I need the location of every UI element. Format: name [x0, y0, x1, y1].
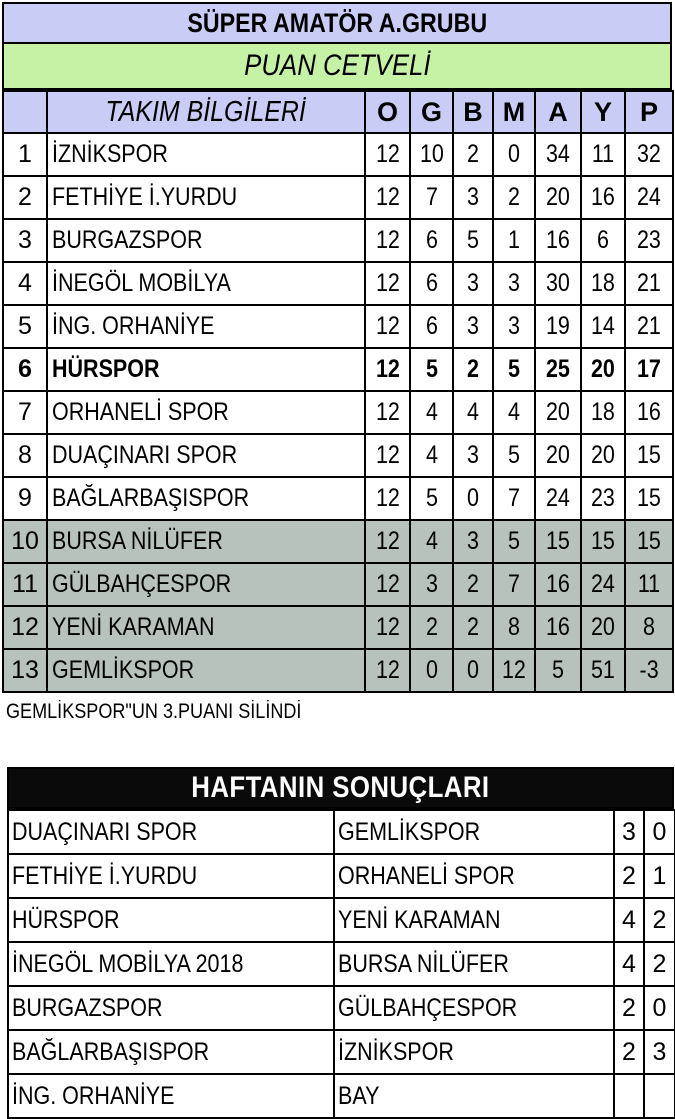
- standings-row: [3, 520, 673, 563]
- result-row: [8, 1074, 675, 1118]
- header-p: P: [625, 91, 673, 133]
- stat-m-cell: 7: [493, 563, 535, 606]
- stat-p-cell: 17: [625, 348, 673, 391]
- result-row: [8, 942, 675, 986]
- stat-p-cell: 8: [625, 606, 673, 649]
- header-rank: [3, 91, 47, 133]
- home-score-cell: 4: [614, 942, 644, 986]
- team-cell: FETHİYE İ.YURDU: [47, 176, 365, 219]
- standings-row: [3, 649, 673, 692]
- stat-a-cell: 16: [535, 563, 581, 606]
- rank-cell: 11: [3, 563, 47, 606]
- rank-cell: 2: [3, 176, 47, 219]
- stat-a-cell: 20: [535, 176, 581, 219]
- stat-b-cell: 2: [453, 606, 493, 649]
- standings-row: [3, 477, 673, 520]
- stat-o-cell: 12: [365, 348, 410, 391]
- header-team: TAKIM BİLGİLERİ: [47, 91, 365, 133]
- stat-b-cell: 4: [453, 391, 493, 434]
- stat-b-cell: 3: [453, 262, 493, 305]
- team-cell: HÜRSPOR: [47, 348, 365, 391]
- stat-p-cell: 32: [625, 133, 673, 176]
- standings-row: [3, 176, 673, 219]
- away-team-cell: İZNİKSPOR: [334, 1030, 614, 1074]
- home-team-cell: BURGAZSPOR: [8, 986, 334, 1030]
- stat-g-cell: 4: [410, 434, 453, 477]
- away-score-cell: 3: [644, 1030, 675, 1074]
- stat-y-cell: 14: [581, 305, 625, 348]
- stat-a-cell: 20: [535, 434, 581, 477]
- stat-p-cell: 11: [625, 563, 673, 606]
- standings-row: [3, 606, 673, 649]
- results-title: HAFTANIN SONUÇLARI: [7, 767, 674, 809]
- stat-o-cell: 12: [365, 219, 410, 262]
- stat-m-cell: 0: [493, 133, 535, 176]
- home-score-cell: 2: [614, 1030, 644, 1074]
- stat-a-cell: 34: [535, 133, 581, 176]
- stat-a-cell: 30: [535, 262, 581, 305]
- stat-o-cell: 12: [365, 391, 410, 434]
- result-row: [8, 810, 675, 854]
- stat-y-cell: 18: [581, 391, 625, 434]
- results-section: [7, 767, 674, 1119]
- rank-cell: 3: [3, 219, 47, 262]
- standings-section: [2, 2, 672, 693]
- rank-cell: 1: [3, 133, 47, 176]
- away-score-cell: 2: [644, 942, 675, 986]
- stat-y-cell: 23: [581, 477, 625, 520]
- team-cell: GÜLBAHÇESPOR: [47, 563, 365, 606]
- stat-p-cell: 15: [625, 477, 673, 520]
- rank-cell: 5: [3, 305, 47, 348]
- stat-a-cell: 15: [535, 520, 581, 563]
- stat-b-cell: 2: [453, 348, 493, 391]
- away-team-cell: BAY: [334, 1074, 614, 1118]
- stat-a-cell: 24: [535, 477, 581, 520]
- home-score-cell: [614, 1074, 644, 1118]
- stat-g-cell: 7: [410, 176, 453, 219]
- stat-b-cell: 3: [453, 434, 493, 477]
- stat-b-cell: 0: [453, 649, 493, 692]
- rank-cell: 13: [3, 649, 47, 692]
- stat-m-cell: 3: [493, 305, 535, 348]
- result-row: [8, 1030, 675, 1074]
- header-a: A: [535, 91, 581, 133]
- standings-row: [3, 434, 673, 477]
- stat-b-cell: 3: [453, 176, 493, 219]
- standings-row: [3, 563, 673, 606]
- stat-y-cell: 18: [581, 262, 625, 305]
- stat-g-cell: 6: [410, 262, 453, 305]
- away-team-cell: BURSA NİLÜFER: [334, 942, 614, 986]
- stat-p-cell: 15: [625, 434, 673, 477]
- stat-o-cell: 12: [365, 133, 410, 176]
- home-team-cell: BAĞLARBAŞISPOR: [8, 1030, 334, 1074]
- stat-b-cell: 0: [453, 477, 493, 520]
- stat-p-cell: 24: [625, 176, 673, 219]
- rank-cell: 12: [3, 606, 47, 649]
- stat-m-cell: 4: [493, 391, 535, 434]
- team-cell: BURGAZSPOR: [47, 219, 365, 262]
- stat-y-cell: 20: [581, 348, 625, 391]
- team-cell: BURSA NİLÜFER: [47, 520, 365, 563]
- rank-cell: 8: [3, 434, 47, 477]
- stat-o-cell: 12: [365, 176, 410, 219]
- stat-o-cell: 12: [365, 649, 410, 692]
- away-score-cell: 2: [644, 898, 675, 942]
- rank-cell: 9: [3, 477, 47, 520]
- away-score-cell: [644, 1074, 675, 1118]
- away-score-cell: 0: [644, 986, 675, 1030]
- team-cell: İNG. ORHANİYE: [47, 305, 365, 348]
- stat-o-cell: 12: [365, 477, 410, 520]
- stat-y-cell: 11: [581, 133, 625, 176]
- stat-b-cell: 3: [453, 305, 493, 348]
- standings-row: [3, 262, 673, 305]
- away-team-cell: GEMLİKSPOR: [334, 810, 614, 854]
- home-team-cell: İNG. ORHANİYE: [8, 1074, 334, 1118]
- home-score-cell: 4: [614, 898, 644, 942]
- team-cell: DUAÇINARI SPOR: [47, 434, 365, 477]
- stat-m-cell: 5: [493, 520, 535, 563]
- team-cell: BAĞLARBAŞISPOR: [47, 477, 365, 520]
- away-team-cell: GÜLBAHÇESPOR: [334, 986, 614, 1030]
- stat-g-cell: 6: [410, 219, 453, 262]
- stat-y-cell: 51: [581, 649, 625, 692]
- header-y: Y: [581, 91, 625, 133]
- stat-g-cell: 4: [410, 520, 453, 563]
- team-cell: YENİ KARAMAN: [47, 606, 365, 649]
- away-score-cell: 1: [644, 854, 675, 898]
- stat-o-cell: 12: [365, 434, 410, 477]
- stat-g-cell: 6: [410, 305, 453, 348]
- result-row: [8, 854, 675, 898]
- stat-o-cell: 12: [365, 262, 410, 305]
- stat-g-cell: 5: [410, 348, 453, 391]
- stat-p-cell: 21: [625, 305, 673, 348]
- points-deduction-note: GEMLİKSPOR"UN 3.PUANI SİLİNDİ: [6, 700, 302, 723]
- stat-p-cell: 23: [625, 219, 673, 262]
- rank-cell: 6: [3, 348, 47, 391]
- home-score-cell: 2: [614, 854, 644, 898]
- header-o: O: [365, 91, 410, 133]
- rank-cell: 7: [3, 391, 47, 434]
- team-cell: İZNİKSPOR: [47, 133, 365, 176]
- stat-m-cell: 12: [493, 649, 535, 692]
- result-row: [8, 986, 675, 1030]
- results-table: [7, 809, 675, 1119]
- away-score-cell: 0: [644, 810, 675, 854]
- stat-m-cell: 1: [493, 219, 535, 262]
- standings-title: SÜPER AMATÖR A.GRUBU: [2, 2, 672, 44]
- stat-p-cell: 21: [625, 262, 673, 305]
- home-score-cell: 3: [614, 810, 644, 854]
- stat-y-cell: 20: [581, 606, 625, 649]
- stat-b-cell: 2: [453, 563, 493, 606]
- stat-m-cell: 2: [493, 176, 535, 219]
- stat-o-cell: 12: [365, 520, 410, 563]
- stat-b-cell: 3: [453, 520, 493, 563]
- home-team-cell: DUAÇINARI SPOR: [8, 810, 334, 854]
- standings-subtitle: PUAN CETVELİ: [2, 44, 672, 90]
- standings-row: [3, 348, 673, 391]
- stat-m-cell: 7: [493, 477, 535, 520]
- stat-g-cell: 0: [410, 649, 453, 692]
- stat-p-cell: 15: [625, 520, 673, 563]
- stat-p-cell: 16: [625, 391, 673, 434]
- stat-y-cell: 16: [581, 176, 625, 219]
- stat-o-cell: 12: [365, 606, 410, 649]
- result-row: [8, 898, 675, 942]
- standings-row: [3, 133, 673, 176]
- home-score-cell: 2: [614, 986, 644, 1030]
- stat-a-cell: 5: [535, 649, 581, 692]
- stat-y-cell: 24: [581, 563, 625, 606]
- home-team-cell: FETHİYE İ.YURDU: [8, 854, 334, 898]
- stat-g-cell: 10: [410, 133, 453, 176]
- header-m: M: [493, 91, 535, 133]
- stat-m-cell: 3: [493, 262, 535, 305]
- stat-g-cell: 2: [410, 606, 453, 649]
- stat-a-cell: 25: [535, 348, 581, 391]
- stat-o-cell: 12: [365, 563, 410, 606]
- stat-a-cell: 19: [535, 305, 581, 348]
- header-b: B: [453, 91, 493, 133]
- team-cell: ORHANELİ SPOR: [47, 391, 365, 434]
- stat-y-cell: 20: [581, 434, 625, 477]
- stat-g-cell: 5: [410, 477, 453, 520]
- stat-p-cell: -3: [625, 649, 673, 692]
- stat-g-cell: 3: [410, 563, 453, 606]
- away-team-cell: YENİ KARAMAN: [334, 898, 614, 942]
- standings-row: [3, 305, 673, 348]
- stat-b-cell: 5: [453, 219, 493, 262]
- stat-g-cell: 4: [410, 391, 453, 434]
- stat-o-cell: 12: [365, 305, 410, 348]
- rank-cell: 4: [3, 262, 47, 305]
- stat-b-cell: 2: [453, 133, 493, 176]
- away-team-cell: ORHANELİ SPOR: [334, 854, 614, 898]
- header-g: G: [410, 91, 453, 133]
- standings-row: [3, 391, 673, 434]
- stat-m-cell: 5: [493, 434, 535, 477]
- stat-a-cell: 16: [535, 219, 581, 262]
- stat-y-cell: 6: [581, 219, 625, 262]
- rank-cell: 10: [3, 520, 47, 563]
- stat-a-cell: 16: [535, 606, 581, 649]
- standings-row: [3, 219, 673, 262]
- home-team-cell: HÜRSPOR: [8, 898, 334, 942]
- team-cell: GEMLİKSPOR: [47, 649, 365, 692]
- team-cell: İNEGÖL MOBİLYA: [47, 262, 365, 305]
- home-team-cell: İNEGÖL MOBİLYA 2018: [8, 942, 334, 986]
- stat-y-cell: 15: [581, 520, 625, 563]
- standings-header-row: [3, 91, 673, 133]
- stat-m-cell: 5: [493, 348, 535, 391]
- stat-m-cell: 8: [493, 606, 535, 649]
- stat-a-cell: 20: [535, 391, 581, 434]
- standings-table: [2, 90, 674, 693]
